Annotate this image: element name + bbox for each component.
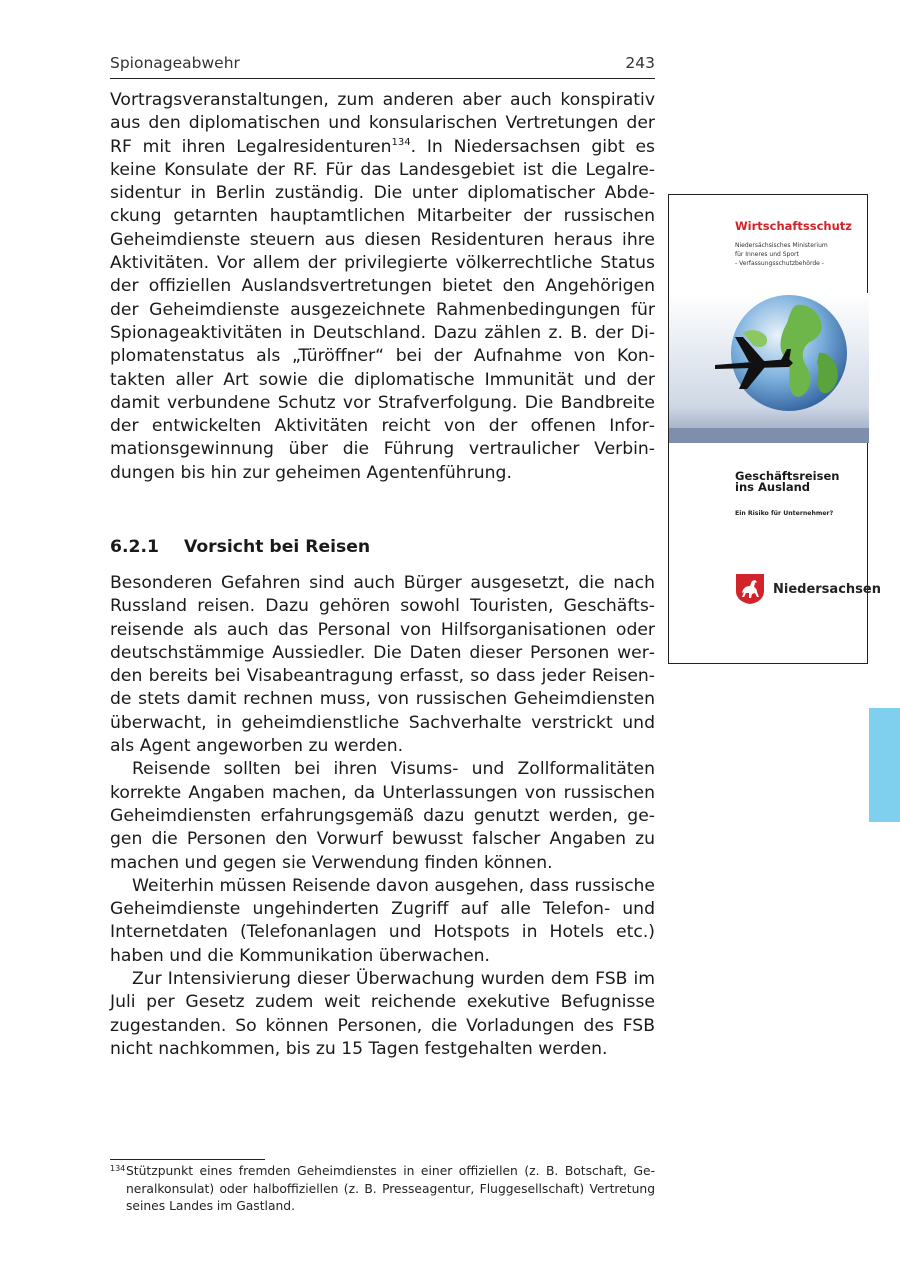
paragraph: Reisende sollten bei ihren Visums- und Zollformalitäten korrekte Angaben machen, da Unterlassungen von russischen Geheimdiensten erfahrungsgemäß dazu genutzt werden, gegen die Personen den Vorwurf bewusst falscher Angaben zu machen und gegen sie Verwendung finden können. bbox=[110, 759, 655, 873]
brochure-heading-line: ins Ausland bbox=[735, 480, 811, 494]
brochure-subtitle: Ein Risiko für Unternehmer? bbox=[735, 510, 834, 517]
brochure-title: Wirtschaftsschutz bbox=[735, 219, 852, 233]
brochure-figure bbox=[668, 194, 881, 664]
paragraph: Zur Intensivierung dieser Überwachung wurden dem FSB im Juli per Gesetz zudem weit reichende exekutive Befugnisse zugestanden. So können Personen, die Vorladungen des FSB nicht nachkommen, bis zu 15 Tagen festgehalten werden. bbox=[110, 969, 655, 1059]
page-number: 243 bbox=[625, 54, 655, 72]
paragraph-block-intro bbox=[110, 89, 655, 485]
footnote-reference[interactable]: 134 bbox=[391, 136, 411, 148]
brochure-logo-text: Niedersachsen bbox=[773, 582, 881, 597]
ministry-line: Niedersächsisches Ministerium bbox=[735, 242, 828, 249]
paragraph bbox=[110, 89, 655, 485]
paragraph: Weiterhin müssen Reisende davon ausgehen, dass russische Geheimdienste ungehinderten Zugriff auf alle Telefon- und Internetdaten (Telefonanlagen und Hotspots in Hotels etc.) haben und die Kommunikation überwachen. bbox=[110, 875, 655, 966]
brochure-heading-line: Geschäftsreisen bbox=[735, 469, 840, 483]
running-header bbox=[110, 54, 655, 79]
paragraph-text: . In Niedersachsen gibt es keine Konsulate der RF. Für das Landesgebiet ist die Legalresidentur in Berlin zuständig. Die unter diplomatischer Abdeckung getarnten hauptamtlichen Mitarbeiter der russischen Geheimdienste steuern aus diesen Residenturen heraus ihre Aktivitäten. Vor allem der privilegierte völkerrechtliche Status der offiziellen Auslandsvertretungen bietet den Angehörigen der Geheimdienste ausgezeichnete Rahmenbedingungen für Spionageaktivitäten in Deutschland. Dazu zählen z. B. der Diplomatenstatus als „Türöffner“ bei der Aufnahme von Kontakten aller Art sowie die diplomatische Immunität und der damit verbundene Schutz vor Strafverfolgung. Die Bandbreite der entwickelten Aktivitäten reicht von der offenen Informationsgewinnung über die Führung vertraulicher Verbindungen bis hin zur geheimen Agentenführung. bbox=[110, 136, 655, 483]
chapter-tab-marker bbox=[869, 708, 900, 822]
section-heading bbox=[110, 537, 655, 557]
paragraph-block-section bbox=[110, 572, 655, 1061]
footnote bbox=[110, 1163, 655, 1216]
paragraph: Besonderen Gefahren sind auch Bürger ausgesetzt, die nach Russland reisen. Dazu gehören sowohl Touristen, Geschäftsreisende als auch das Personal von Hilfsorganisationen oder deutschstämmige Aussiedler. Die Daten dieser Personen werden bereits bei Visabeantragung erfasst, so dass jeder Reisende stets damit rechnen muss, von russischen Geheimdiensten überwacht, in geheimdienstliche Sachverhalte verstrickt und als Agent angeworben zu werden. bbox=[110, 573, 655, 757]
brochure-ministry bbox=[735, 241, 828, 268]
globe-airplane-icon bbox=[669, 293, 869, 443]
section-title: Vorsicht bei Reisen bbox=[184, 537, 371, 557]
ministry-line: für Inneres und Sport bbox=[735, 251, 799, 258]
footnote-mark: 134 bbox=[110, 1164, 126, 1173]
paragraph-text: Vortragsveranstaltungen, zum anderen aber auch konspirativ aus den diplomatischen und konsularischen Vertretungen der RF mit ihren Legalresidenturen bbox=[110, 90, 655, 157]
footnote-divider bbox=[110, 1159, 265, 1160]
running-title: Spionageabwehr bbox=[110, 54, 240, 72]
brochure-heading bbox=[735, 471, 839, 493]
section-number: 6.2.1 bbox=[110, 537, 159, 557]
lower-saxony-crest-icon bbox=[735, 573, 765, 605]
ministry-line: - Verfassungsschutzbehörde - bbox=[735, 260, 824, 267]
footnote-text: Stützpunkt eines fremden Geheimdienstes in einer offiziellen (z. B. Botschaft, Generalkonsulat) oder halboffiziellen (z. B. Presseagentur, Fluggesellschaft) Vertretung seines Landes im Gastland. bbox=[126, 1164, 655, 1213]
